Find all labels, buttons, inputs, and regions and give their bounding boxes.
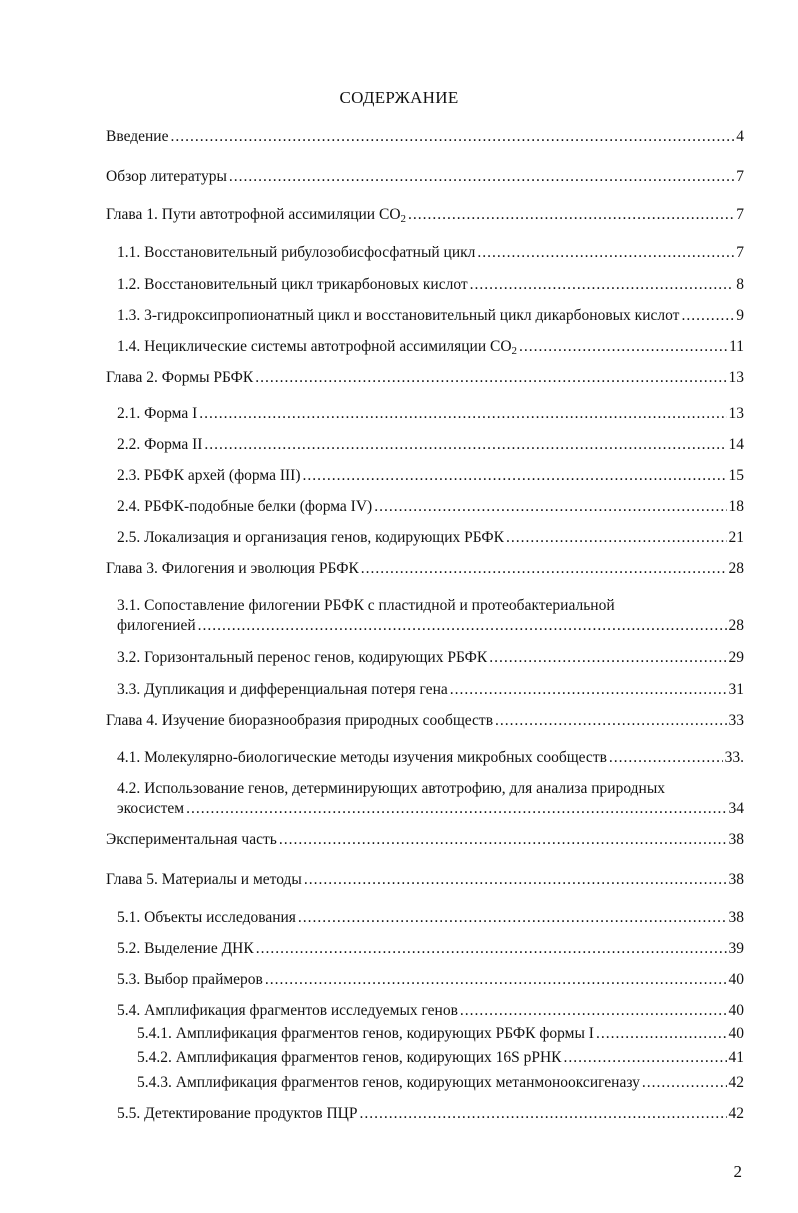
toc-entry: [117, 528, 744, 548]
toc-leader-dots: [198, 616, 727, 636]
toc-entry-page: 40: [728, 1002, 744, 1019]
toc-leader-dots: [186, 799, 726, 819]
toc-entry-title: экосистем: [117, 800, 185, 817]
toc-entry-page: 29: [728, 649, 744, 666]
toc-entry-title: 2.3. РБФК архей (форма III): [117, 467, 301, 484]
toc-entry-page: 14: [728, 436, 744, 453]
toc-entry-title: 2.5. Локализация и организация генов, кодирующих РБФК: [117, 529, 505, 546]
toc-entry-title: 5.3. Выбор праймеров: [117, 971, 263, 988]
toc-entry-subscript: 2: [400, 213, 407, 225]
toc-entry-page: 41: [728, 1049, 744, 1066]
toc-entry-page: 40: [728, 1025, 744, 1042]
toc-entry: [117, 275, 744, 295]
toc-leader-dots: [642, 1073, 727, 1093]
toc-entry: [137, 1024, 744, 1044]
toc-entry-title: Экспериментальная часть: [106, 831, 277, 848]
toc-entry-page: 42: [728, 1074, 744, 1091]
toc-leader-dots: [564, 1048, 727, 1068]
toc-entry-title: Введение: [106, 128, 169, 145]
toc-leader-dots: [460, 1001, 727, 1021]
toc-entry: [117, 435, 744, 455]
toc-entry-title: 5.5. Детектирование продуктов ПЦР: [117, 1105, 358, 1122]
toc-entry: [106, 870, 744, 890]
toc-leader-dots: [255, 368, 726, 388]
toc-leader-dots: [204, 435, 726, 455]
toc-entry-title: 2.2. Форма II: [117, 436, 203, 453]
page-title: СОДЕРЖАНИЕ: [339, 88, 459, 107]
toc-entry-page: 13: [728, 405, 744, 422]
toc-entry-page: 18: [728, 498, 744, 515]
toc-leader-dots: [489, 648, 726, 668]
toc-entry: [117, 466, 744, 486]
toc-entry: [106, 127, 744, 147]
toc-leader-dots: [279, 830, 727, 850]
toc-leader-dots: [374, 497, 726, 517]
toc-entry-title-first-line: 4.2. Использование генов, детерминирующих автотрофию, для анализа природных: [117, 780, 665, 797]
toc-entry-subscript: 2: [511, 345, 518, 357]
toc-leader-dots: [470, 275, 735, 295]
toc-entry-title: Глава 1. Пути автотрофной ассимиляции $CO_2$: [106, 206, 407, 225]
toc-entry: [117, 939, 744, 959]
toc-entry-page: 39: [728, 940, 744, 957]
toc-entry-page: 38: [728, 871, 744, 888]
toc-entry: [117, 497, 744, 517]
toc-entry: [117, 970, 744, 990]
toc-entry-title: 1.2. Восстановительный цикл трикарбоновых кислот: [117, 276, 468, 293]
toc-entry-page: 33.: [724, 749, 744, 766]
toc-entry: [117, 908, 744, 928]
toc-entry-title: 5.4.1. Амплификация фрагментов генов, кодирующих РБФК формы I: [137, 1025, 594, 1042]
toc-entry: [106, 205, 744, 225]
toc-entry-page: 28: [728, 617, 744, 634]
toc-entry-title: 1.1. Восстановительный рибулозобисфосфатный цикл: [117, 244, 476, 261]
toc-entry: [117, 648, 744, 668]
toc-entry-title: 2.4. РБФК-подобные белки (форма IV): [117, 498, 373, 515]
toc-entry-title: Обзор литературы: [106, 168, 227, 185]
toc-leader-dots: [303, 466, 727, 486]
toc-entry-page: 34: [728, 800, 744, 817]
toc-entry: [106, 830, 744, 850]
toc-entry: [137, 1073, 744, 1093]
toc-entry: [117, 337, 744, 357]
toc-entry: [106, 711, 744, 731]
toc-entry: [106, 559, 744, 579]
page-number: 2: [733, 1162, 742, 1181]
toc-entry: [117, 748, 744, 768]
toc-leader-dots: [506, 528, 726, 548]
toc-entry-page: 28: [728, 560, 744, 577]
toc-leader-dots: [408, 205, 734, 225]
toc-entry-title: 5.4. Амплификация фрагментов исследуемых генов: [117, 1002, 458, 1019]
toc-entry-title: 5.4.3. Амплификация фрагментов генов, кодирующих метанмонооксигеназу: [137, 1074, 640, 1091]
toc-entry-page: 4: [736, 128, 744, 145]
toc-entry-title: 1.4. Нециклические системы автотрофной ассимиляции $CO_2$: [117, 338, 518, 357]
toc-entry-title: Глава 4. Изучение биоразнообразия природных сообществ: [106, 712, 494, 729]
toc-entry: [117, 1104, 744, 1124]
toc-entry-page: 7: [736, 168, 744, 185]
toc-entry-title: Глава 2. Формы РБФК: [106, 369, 254, 386]
toc-leader-dots: [681, 306, 734, 326]
toc-entry: [117, 306, 744, 326]
toc-leader-dots: [596, 1024, 727, 1044]
toc-leader-dots: [229, 167, 734, 187]
toc-leader-dots: [304, 870, 727, 890]
toc-entry-title: 1.3. 3-гидроксипропионатный цикл и восстановительный цикл дикарбоновых кислот: [117, 307, 680, 324]
toc-entry: [117, 404, 744, 424]
toc-entry-title: Глава 3. Филогения и эволюция РБФК: [106, 560, 359, 577]
toc-leader-dots: [477, 243, 734, 263]
toc-entry-page: 21: [728, 529, 744, 546]
toc-entry-title: 3.2. Горизонтальный перенос генов, кодирующих РБФК: [117, 649, 488, 666]
toc-entry-title: Глава 5. Материалы и методы: [106, 871, 302, 888]
toc-entry: [117, 779, 744, 819]
toc-entry-page: 31: [728, 681, 744, 698]
toc-leader-dots: [265, 970, 727, 990]
toc-entry-page: 40: [728, 971, 744, 988]
toc-entry-title-first-line: 3.1. Сопоставление филогении РБФК с пластидной и протеобактериальной: [117, 597, 615, 614]
toc-entry-page: 7: [736, 244, 744, 261]
toc-entry-page: 33: [728, 712, 744, 729]
toc-entry-title: 5.4.2. Амплификация фрагментов генов, кодирующих 16S рРНК: [137, 1049, 562, 1066]
toc-entry-page: 42: [728, 1105, 744, 1122]
toc-leader-dots: [256, 939, 727, 959]
toc-leader-dots: [199, 404, 726, 424]
toc-entry-page: 11: [729, 338, 744, 355]
toc-leader-dots: [170, 127, 734, 147]
toc-leader-dots: [519, 337, 727, 357]
toc-entry-page: 38: [728, 831, 744, 848]
toc-leader-dots: [609, 748, 723, 768]
toc-entry-page: 38: [728, 909, 744, 926]
toc-leader-dots: [361, 559, 727, 579]
toc-entry: [106, 368, 744, 388]
toc-entry-page: 8: [736, 276, 744, 293]
toc-entry: [117, 596, 744, 636]
toc-leader-dots: [360, 1104, 727, 1124]
toc-entry-page: 9: [736, 307, 744, 324]
toc-leader-dots: [298, 908, 727, 928]
toc-entry-title: 3.3. Дупликация и дифференциальная потеря гена: [117, 681, 448, 698]
toc-entry-title: 2.1. Форма I: [117, 405, 198, 422]
toc-leader-dots: [495, 711, 726, 731]
toc-entry-title: филогенией: [117, 617, 196, 634]
toc-entry-page: 15: [728, 467, 744, 484]
toc-entry-title: 4.1. Молекулярно-биологические методы изучения микробных сообществ: [117, 749, 607, 766]
toc-entry: [117, 243, 744, 263]
toc-entry: [117, 1001, 744, 1021]
toc-entry-title: 5.2. Выделение ДНК: [117, 940, 254, 957]
toc-entry: [117, 680, 744, 700]
toc-leader-dots: [450, 680, 727, 700]
toc-entry-page: 7: [736, 206, 744, 223]
toc-entry: [106, 167, 744, 187]
toc-entry-title: 5.1. Объекты исследования: [117, 909, 296, 926]
toc-entry-page: 13: [728, 369, 744, 386]
toc-entry: [137, 1048, 744, 1068]
